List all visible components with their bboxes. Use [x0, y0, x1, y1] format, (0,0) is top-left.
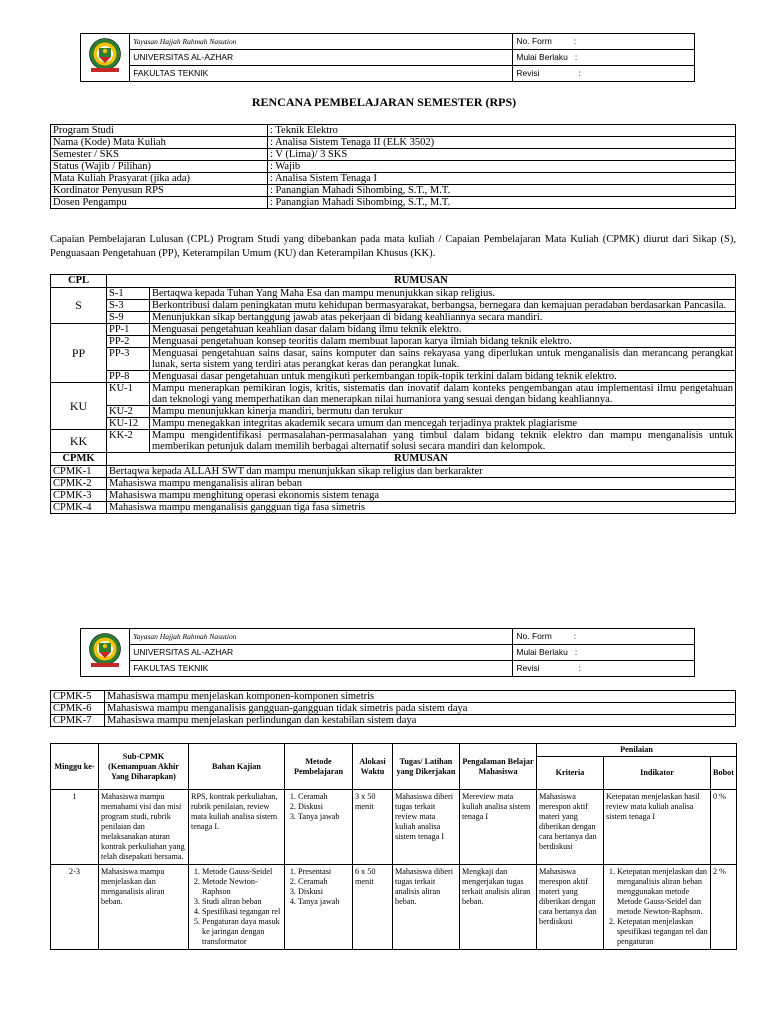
weight-cell: 0 % — [711, 790, 737, 865]
list-item: 3. Tanya jawab — [298, 812, 350, 822]
list-item: 1. Metode Gauss-Seidel — [202, 867, 282, 877]
cpmk-continued-table — [50, 690, 736, 727]
cpl-code: KU-12 — [107, 418, 150, 430]
task-cell: Mahasiswa diberi tugas terkait review mata kuliah analisa sistem tenaga I — [393, 790, 460, 865]
university-name: UNIVERSITAS AL-AZHAR — [130, 645, 513, 661]
method-cell — [285, 865, 353, 950]
criteria-cell: Mahasiswa merespon aktif materi yang diberikan dengan cara bertanya dan berdiskusi — [537, 865, 604, 950]
cpmk-text: Mahasiswa mampu menganalisis aliran beban — [107, 478, 736, 490]
info-label: Status (Wajib / Pilihan) — [51, 161, 268, 173]
cpmk-code: CPMK-5 — [51, 691, 105, 703]
intro-paragraph: Capaian Pembelajaran Lulusan (CPL) Program Studi yang dibebankan pada mata kuliah / Capaian Pembelajaran Mata Kuliah (CPMK) diurut dari Sikap (S), Penguasaan Pengetahuan (PP), Keterampilan Umum (KU) dan Keterampilan Khusus (KK). — [50, 234, 736, 259]
cpmk-code: CPMK-6 — [51, 703, 105, 715]
cpl-code: PP-8 — [107, 371, 150, 383]
page-title: RENCANA PEMBELAJARAN SEMESTER (RPS) — [251, 95, 517, 109]
table-row — [51, 406, 736, 418]
info-value: : V (Lima)/ 3 SKS — [268, 149, 736, 161]
cpmk-text: Bertaqwa kepada ALLAH SWT dan mampu menunjukkan sikap religius dan berkarakter — [107, 466, 736, 478]
cpmk-text: Mahasiswa mampu menganalisis gangguan tiga fasa simetris — [107, 502, 736, 514]
list-item: 5. Pengaturan daya masuk ke jaringan dengan transformator — [202, 917, 282, 947]
info-row — [51, 197, 736, 209]
cpl-code: S-1 — [107, 288, 150, 300]
cpl-code: KU-2 — [107, 406, 150, 418]
list-item: 4. Tanya jawab — [298, 897, 350, 907]
org-name: Yayasan Hajjah Rahmah Nasution — [130, 629, 513, 645]
sub-cpmk-cell: Mahasiswa mampu memahami visi dan misi program studi, rubrik penilaian dan melaksanakan aturan kontrak perkuliahan yang telah disepakati bersama. — [99, 790, 189, 865]
cpl-text: Mampu mengidentifikasi permasalahan-permasalahan yang timbul dalam bidang teknik elektro dan mampu menganalisis untuk memberikan petunjuk dalam memilih berbagai alternatif solusi secara mandiri dan kelompok. — [150, 430, 736, 453]
cpl-code: S-9 — [107, 312, 150, 324]
university-name: UNIVERSITAS AL-AZHAR — [130, 50, 513, 66]
list-item: 2. Diskusi — [298, 802, 350, 812]
table-row — [51, 691, 736, 703]
info-value: : Wajib — [268, 161, 736, 173]
cpl-code: PP-1 — [107, 324, 150, 336]
method-cell — [285, 790, 353, 865]
schedule-table — [50, 743, 737, 950]
university-logo-icon — [88, 35, 122, 75]
cpl-code: S-3 — [107, 300, 150, 312]
cpmk-text: Mahasiswa mampu menghitung operasi ekonomis sistem tenaga — [107, 490, 736, 502]
experience-header: Pengalaman Belajar Mahasiswa — [460, 744, 537, 790]
cpl-text: Menguasai pengetahuan konsep teoritis dalam membuat laporan karya ilmiah bidang teknik elektro. — [150, 336, 736, 348]
info-row — [51, 149, 736, 161]
form-number-label: No. Form : — [513, 34, 695, 50]
indicator-cell — [604, 865, 711, 950]
cpl-code: KK-2 — [107, 430, 150, 453]
criteria-header: Kriteria — [537, 757, 604, 790]
valid-from-label: Mulai Berlaku : — [513, 50, 695, 66]
info-row — [51, 173, 736, 185]
indicator-header: Indikator — [604, 757, 711, 790]
cpl-text: Mampu menegakkan integritas akademik secara umum dan mencegah terjadinya praktek plagiarisme — [150, 418, 736, 430]
cpl-text: Mampu menerapkan pemikiran logis, kritis, sistematis dan inovatif dalam konteks pengembangan atau implementasi ilmu pengetahuan dan teknologi yang memperhatikan dan menerapkan nilai humaniora yang sesuai dengan bidang keahliannya. — [150, 383, 736, 406]
table-row — [51, 371, 736, 383]
course-info-table — [50, 124, 736, 209]
table-row — [51, 790, 737, 865]
cpl-header: CPL — [51, 275, 107, 288]
assessment-header: Penilaian — [537, 744, 737, 757]
list-item: 2. Metode Newton-Raphson — [202, 877, 282, 897]
list-item: 3. Diskusi — [298, 887, 350, 897]
table-row — [51, 715, 736, 727]
table-row — [51, 336, 736, 348]
info-row — [51, 137, 736, 149]
table-row — [51, 466, 736, 478]
table-row — [51, 418, 736, 430]
cpmk-code: CPMK-7 — [51, 715, 105, 727]
faculty-name: FAKULTAS TEKNIK — [130, 66, 513, 82]
rumusan-header: RUMUSAN — [107, 453, 736, 466]
cpmk-text: Mahasiswa mampu menjelaskan perlindungan dan kestabilan sistem daya — [105, 715, 736, 727]
cpl-text: Menguasai pengetahuan sains dasar, sains komputer dan sains rekayasa yang diperlukan untuk menganalisis dan merancang perangkat lunak, serta sistem yang terdiri atas perangkat keras dan perangkat lunak. — [150, 348, 736, 371]
info-value: : Analisa Sistem Tenaga II (ELK 3502) — [268, 137, 736, 149]
cpl-text: Menguasai dasar pengetahuan untuk mengikuti perkembangan topik-topik terkini dalam bidang teknik elektro. — [150, 371, 736, 383]
list-item: 1. Presentasi — [298, 867, 350, 877]
info-label: Mata Kuliah Prasyarat (jika ada) — [51, 173, 268, 185]
weight-header: Bobot — [711, 757, 737, 790]
table-row — [51, 383, 736, 406]
task-header: Tugas/ Latihan yang Dikerjakan — [393, 744, 460, 790]
week-header: Minggu ke- — [51, 744, 99, 790]
university-logo — [81, 34, 130, 82]
university-logo — [81, 629, 130, 677]
cpl-code: KU-1 — [107, 383, 150, 406]
table-row — [51, 430, 736, 453]
list-item: 2. Ceramah — [298, 877, 350, 887]
table-row — [51, 324, 736, 336]
info-value: : Panangian Mahadi Sihombing, S.T., M.T. — [268, 185, 736, 197]
time-cell: 6 x 50 menit — [353, 865, 393, 950]
material-cell — [189, 865, 285, 950]
list-item: 2. Ketepatan menjelaskan spesifikasi tegangan rel dan pengaturan — [617, 917, 708, 947]
list-item: 3. Studi aliran beban — [202, 897, 282, 907]
cpl-table — [50, 274, 736, 514]
experience-cell: Mengkaji dan mengerjakan tugas terkait analisis aliran beban. — [460, 865, 537, 950]
cpmk-text: Mahasiswa mampu menjelaskan komponen-komponen simetris — [105, 691, 736, 703]
time-header: Alokasi Waktu — [353, 744, 393, 790]
sub-cpmk-cell: Mahasiswa mampu menjelaskan dan menganalisis aliran beban. — [99, 865, 189, 950]
org-name: Yayasan Hajjah Rahmah Nasution — [130, 34, 513, 50]
cpl-text: Mampu menunjukkan kinerja mandiri, bermutu dan terukur — [150, 406, 736, 418]
table-row — [51, 288, 736, 300]
cpmk-text: Mahasiswa mampu menganalisis gangguan-gangguan tidak simetris pada sistem daya — [105, 703, 736, 715]
table-row — [51, 348, 736, 371]
cpmk-code: CPMK-2 — [51, 478, 107, 490]
cpmk-header: CPMK — [51, 453, 107, 466]
cpl-text: Berkontribusi dalam peningkatan mutu kehidupan bermasyarakat, berbangsa, bernegara dan kemajuan peradaban berdasarkan Pancasila. — [150, 300, 736, 312]
list-item: 4. Spesifikasi tegangan rel — [202, 907, 282, 917]
revision-label: Revisi : — [513, 66, 695, 82]
material-header: Bahan Kajian — [189, 744, 285, 790]
info-label: Kordinator Penyusun RPS — [51, 185, 268, 197]
form-number-label: No. Form : — [513, 629, 695, 645]
method-header: Metode Pembelajaran — [285, 744, 353, 790]
table-row — [51, 490, 736, 502]
info-row — [51, 185, 736, 197]
document-header — [80, 628, 695, 677]
revision-label: Revisi : — [513, 661, 695, 677]
week-cell: 1 — [51, 790, 99, 865]
cpl-group: S — [51, 288, 107, 324]
cpl-code: PP-3 — [107, 348, 150, 371]
cpl-text: Menunjukkan sikap bertanggung jawab atas pekerjaan di bidang keahliannya secara mandiri. — [150, 312, 736, 324]
info-value: : Teknik Elektro — [268, 125, 736, 137]
table-row — [51, 300, 736, 312]
cpmk-code: CPMK-3 — [51, 490, 107, 502]
info-label: Program Studi — [51, 125, 268, 137]
cpl-text: Menguasai pengetahuan keahlian dasar dalam bidang ilmu teknik elektro. — [150, 324, 736, 336]
valid-from-label: Mulai Berlaku : — [513, 645, 695, 661]
task-cell: Mahasiswa diberi tugas terkait analisis aliran beban. — [393, 865, 460, 950]
table-row — [51, 478, 736, 490]
info-row — [51, 125, 736, 137]
cpmk-code: CPMK-4 — [51, 502, 107, 514]
info-row — [51, 161, 736, 173]
info-label: Dosen Pengampu — [51, 197, 268, 209]
cpl-text: Bertaqwa kepada Tuhan Yang Maha Esa dan mampu menunjukkan sikap religius. — [150, 288, 736, 300]
cpl-code: PP-2 — [107, 336, 150, 348]
info-value: : Analisa Sistem Tenaga I — [268, 173, 736, 185]
info-label: Semester / SKS — [51, 149, 268, 161]
table-row — [51, 703, 736, 715]
cpmk-code: CPMK-1 — [51, 466, 107, 478]
time-cell: 3 x 50 menit — [353, 790, 393, 865]
faculty-name: FAKULTAS TEKNIK — [130, 661, 513, 677]
document-header — [80, 33, 695, 82]
material-cell: RPS, kontrak perkuliahan, rubrik penilaian, review mata kuliah analisa sistem tenaga I. — [189, 790, 285, 865]
info-label: Nama (Kode) Mata Kuliah — [51, 137, 268, 149]
sub-cpmk-header: Sub-CPMK (Kemampuan Akhir Yang Diharapkan) — [99, 744, 189, 790]
cpl-group: PP — [51, 324, 107, 383]
experience-cell: Mereview mata kuliah analisa sistem tenaga I — [460, 790, 537, 865]
university-logo-icon — [88, 630, 122, 670]
table-row — [51, 312, 736, 324]
cpl-group: KK — [51, 430, 107, 453]
info-value: : Panangian Mahadi Sihombing, S.T., M.T. — [268, 197, 736, 209]
week-cell: 2-3 — [51, 865, 99, 950]
criteria-cell: Mahasiswa merespon aktif materi yang diberikan dengan cara bertanya dan berdiskusi — [537, 790, 604, 865]
list-item: 1. Ceramah — [298, 792, 350, 802]
cpl-group: KU — [51, 383, 107, 430]
rumusan-header: RUMUSAN — [107, 275, 736, 288]
list-item: 1. Ketepatan menjelaskan dan menganalisis aliran beban menggunakan metode Metode Gauss-Seidel dan metode Newton-Raphson. — [617, 867, 708, 917]
table-row — [51, 502, 736, 514]
weight-cell: 2 % — [711, 865, 737, 950]
indicator-cell: Ketepatan menjelaskan hasil review mata kuliah analisa sistem tenaga I — [604, 790, 711, 865]
table-row — [51, 865, 737, 950]
